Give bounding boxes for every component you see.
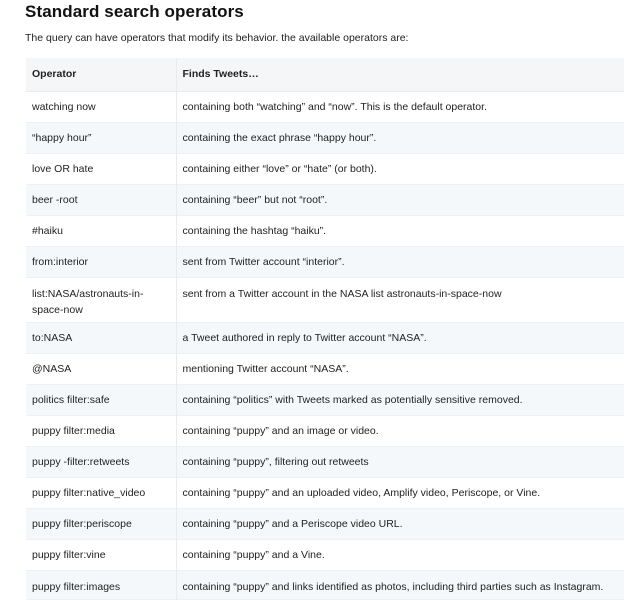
description-cell: containing either “love” or “hate” (or both). [182,163,377,175]
description-cell: a Tweet authored in reply to Twitter account “NASA”. [182,332,427,344]
description-cell: containing “puppy” and links identified as photos, including third parties such as Instagram. [182,581,604,593]
description-cell: mentioning Twitter account “NASA”. [182,363,349,375]
table-row [26,571,624,600]
table-row [26,540,624,571]
operator-cell: @NASA [26,354,176,385]
table-row [26,354,624,385]
description-cell: containing “puppy”, filtering out retweets [182,456,369,468]
table-row [26,323,624,354]
operator-cell: #haiku [26,216,176,247]
table-row [26,216,624,247]
description-cell: containing “politics” with Tweets marked as potentially sensitive removed. [182,394,523,406]
operator-cell: puppy filter:vine [26,540,176,571]
table-row [26,92,624,123]
description-cell: containing “beer” but not “root”. [182,194,328,206]
table-row [26,416,624,447]
operator-cell: puppy filter:periscope [26,509,176,540]
operator-cell: “happy hour” [26,123,176,154]
table-row [26,278,624,323]
operator-cell: politics filter:safe [26,385,176,416]
operator-cell: puppy filter:media [26,416,176,447]
operator-cell: list:NASA/astronauts-in-space-now [26,278,176,323]
description-cell: containing “puppy” and an image or video. [182,425,379,437]
table-row [26,385,624,416]
description-cell: containing “puppy” and a Periscope video URL. [182,518,403,530]
table-row [26,509,624,540]
description-cell: sent from a Twitter account in the NASA list astronauts-in-space-now [182,288,502,300]
header-finds-tweets: Finds Tweets… [182,68,259,80]
operator-cell: to:NASA [26,323,176,354]
description-cell: containing the exact phrase “happy hour”. [182,132,377,144]
page-title: Standard search operators [25,2,244,21]
description-cell: containing “puppy” and an uploaded video, Amplify video, Periscope, or Vine. [182,487,541,499]
table-row [26,478,624,509]
intro-text: The query can have operators that modify its behavior. the available operators are: [25,32,409,44]
table-header-row [26,58,624,92]
table-row [26,123,624,154]
table-row [26,154,624,185]
table-row [26,185,624,216]
header-operator: Operator [26,58,176,92]
operator-cell: puppy filter:native_video [26,478,176,509]
description-cell: containing both “watching” and “now”. This is the default operator. [182,101,487,113]
table-row [26,447,624,478]
operator-cell: beer -root [26,185,176,216]
operator-cell: watching now [26,92,176,123]
operator-cell: puppy -filter:retweets [26,447,176,478]
description-cell: containing “puppy” and a Vine. [182,549,325,561]
description-cell: containing the hashtag “haiku”. [182,225,327,237]
operator-cell: love OR hate [26,154,176,185]
table-row [26,247,624,278]
operators-table [26,58,624,600]
operator-cell: puppy filter:images [26,571,176,600]
operator-cell: from:interior [26,247,176,278]
description-cell: sent from Twitter account “interior”. [182,256,345,268]
